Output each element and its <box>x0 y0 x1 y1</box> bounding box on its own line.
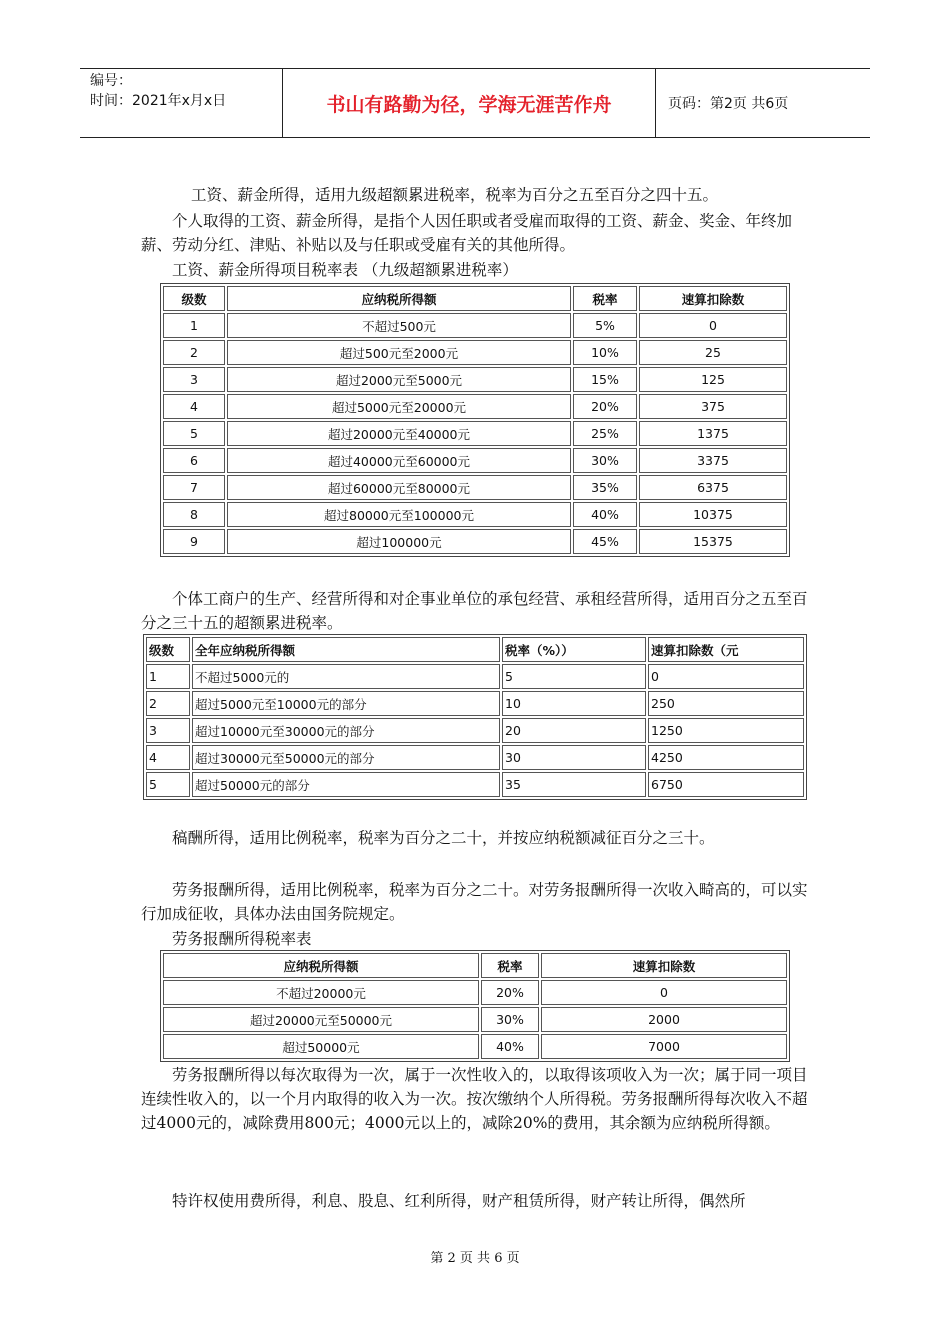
table-cell: 0 <box>648 664 804 689</box>
table-cell: 不超过500元 <box>227 313 571 338</box>
table-cell: 35 <box>502 772 646 797</box>
table-row <box>146 718 804 743</box>
table-cell: 4 <box>146 745 190 770</box>
table-cell: 5 <box>502 664 646 689</box>
table-row <box>163 529 787 554</box>
table-row <box>163 475 787 500</box>
table-cell: 4 <box>163 394 225 419</box>
table-cell: 超过30000元至50000元的部分 <box>192 745 500 770</box>
table-cell: 250 <box>648 691 804 716</box>
table-cell: 2 <box>146 691 190 716</box>
page-header <box>80 68 870 138</box>
table-cell: 6375 <box>639 475 787 500</box>
table-cell: 10375 <box>639 502 787 527</box>
table-cell: 35% <box>573 475 637 500</box>
table-cell: 20% <box>481 980 539 1005</box>
para-7: 劳务报酬所得税率表 <box>172 930 312 948</box>
header-cell: 速算扣除数（元 <box>648 637 804 662</box>
table-row <box>163 1007 787 1032</box>
header-cell: 税率（%）） <box>502 637 646 662</box>
header-meta <box>80 69 283 137</box>
table-cell: 125 <box>639 367 787 392</box>
table-cell: 20 <box>502 718 646 743</box>
table-row <box>163 980 787 1005</box>
table-cell: 25% <box>573 421 637 446</box>
table-row <box>163 1034 787 1059</box>
table-cell: 30% <box>573 448 637 473</box>
table-cell: 超过60000元至80000元 <box>227 475 571 500</box>
labor-tax-table <box>160 950 790 1062</box>
para-9: 特许权使用费所得，利息、股息、红利所得，财产租赁所得，财产转让所得，偶然所 <box>172 1192 746 1210</box>
header-cell: 速算扣除数 <box>541 953 787 978</box>
table-cell: 5% <box>573 313 637 338</box>
table-cell: 10 <box>502 691 646 716</box>
table-cell: 2000 <box>541 1007 787 1032</box>
table-row <box>163 502 787 527</box>
table-row <box>163 448 787 473</box>
table-cell: 超过10000元至30000元的部分 <box>192 718 500 743</box>
table-cell: 375 <box>639 394 787 419</box>
table-cell: 6750 <box>648 772 804 797</box>
table-cell: 1 <box>146 664 190 689</box>
table-cell: 5 <box>146 772 190 797</box>
para-6: 劳务报酬所得，适用比例税率，税率为百分之二十。对劳务报酬所得一次收入畸高的，可以实行加成征收，具体办法由国务院规定。 <box>141 881 808 923</box>
table-cell: 7000 <box>541 1034 787 1059</box>
page-footer: 第 2 页 共 6 页 <box>430 1251 520 1266</box>
header-cell: 应纳税所得额 <box>227 286 571 311</box>
table-cell: 超过20000元至40000元 <box>227 421 571 446</box>
header-cell: 级数 <box>163 286 225 311</box>
business-tax-table <box>143 634 807 800</box>
table-cell: 15% <box>573 367 637 392</box>
table-cell: 8 <box>163 502 225 527</box>
header-cell: 税率 <box>481 953 539 978</box>
table-cell: 超过100000元 <box>227 529 571 554</box>
table-cell: 10% <box>573 340 637 365</box>
table-cell: 45% <box>573 529 637 554</box>
table-cell: 超过500元至2000元 <box>227 340 571 365</box>
table-cell: 超过2000元至5000元 <box>227 367 571 392</box>
table-row <box>146 772 804 797</box>
table-row <box>163 340 787 365</box>
motto: 书山有路勤为径，学海无涯苦作舟 <box>283 69 656 137</box>
table-cell: 3 <box>163 367 225 392</box>
table-cell: 40% <box>573 502 637 527</box>
table-cell: 5 <box>163 421 225 446</box>
table-cell: 超过5000元至10000元的部分 <box>192 691 500 716</box>
time-label: 时间：2021年x月x日 <box>90 93 227 109</box>
table-row <box>146 691 804 716</box>
table-cell: 1 <box>163 313 225 338</box>
table-cell: 1250 <box>648 718 804 743</box>
table-cell: 40% <box>481 1034 539 1059</box>
table-row <box>146 745 804 770</box>
table-cell: 超过5000元至20000元 <box>227 394 571 419</box>
table-cell: 3 <box>146 718 190 743</box>
table-cell: 9 <box>163 529 225 554</box>
para-2: 个人取得的工资、薪金所得，是指个人因任职或者受雇而取得的工资、薪金、奖金、年终加薪、劳动分红、津贴、补贴以及与任职或受雇有关的其他所得。 <box>141 212 793 254</box>
table-cell: 30 <box>502 745 646 770</box>
table-cell: 超过50000元的部分 <box>192 772 500 797</box>
table-cell: 1375 <box>639 421 787 446</box>
table-cell: 7 <box>163 475 225 500</box>
table-row <box>163 367 787 392</box>
para-4: 个体工商户的生产、经营所得和对企事业单位的承包经营、承租经营所得，适用百分之五至百分之三十五的超额累进税率。 <box>141 590 808 632</box>
table-cell: 不超过5000元的 <box>192 664 500 689</box>
header-cell: 应纳税所得额 <box>163 953 479 978</box>
table-cell: 不超过20000元 <box>163 980 479 1005</box>
header-cell: 级数 <box>146 637 190 662</box>
header-cell: 税率 <box>573 286 637 311</box>
para-8: 劳务报酬所得以每次取得为一次，属于一次性收入的，以取得该项收入为一次；属于同一项目连续性收入的，以一个月内取得的收入为一次。按次缴纳个人所得税。劳务报酬所得每次收入不超过4000元的，减除费用800元；4000元以上的，减除20%的费用，其余额为应纳税所得额。 <box>141 1066 808 1132</box>
table-row <box>163 421 787 446</box>
table-cell: 超过50000元 <box>163 1034 479 1059</box>
table-cell: 30% <box>481 1007 539 1032</box>
table-cell: 超过80000元至100000元 <box>227 502 571 527</box>
para-1: 工资、薪金所得，适用九级超额累进税率，税率为百分之五至百分之四十五。 <box>191 186 719 204</box>
table-cell: 4250 <box>648 745 804 770</box>
number-label: 编号： <box>90 73 132 89</box>
table-cell: 25 <box>639 340 787 365</box>
table-cell: 0 <box>639 313 787 338</box>
table-cell: 15375 <box>639 529 787 554</box>
header-cell: 速算扣除数 <box>639 286 787 311</box>
table-cell: 2 <box>163 340 225 365</box>
para-3: 工资、薪金所得项目税率表 （九级超额累进税率） <box>172 261 518 279</box>
table-cell: 超过20000元至50000元 <box>163 1007 479 1032</box>
table-row <box>163 394 787 419</box>
table-cell: 3375 <box>639 448 787 473</box>
table-cell: 20% <box>573 394 637 419</box>
table-cell: 超过40000元至60000元 <box>227 448 571 473</box>
salary-tax-table <box>160 283 790 557</box>
page-label: 页码：第2页 共6页 <box>668 96 789 112</box>
header-cell: 全年应纳税所得额 <box>192 637 500 662</box>
table-cell: 0 <box>541 980 787 1005</box>
table-row <box>146 664 804 689</box>
table-cell: 6 <box>163 448 225 473</box>
para-5: 稿酬所得，适用比例税率，税率为百分之二十，并按应纳税额减征百分之三十。 <box>172 829 715 847</box>
table-row <box>163 313 787 338</box>
